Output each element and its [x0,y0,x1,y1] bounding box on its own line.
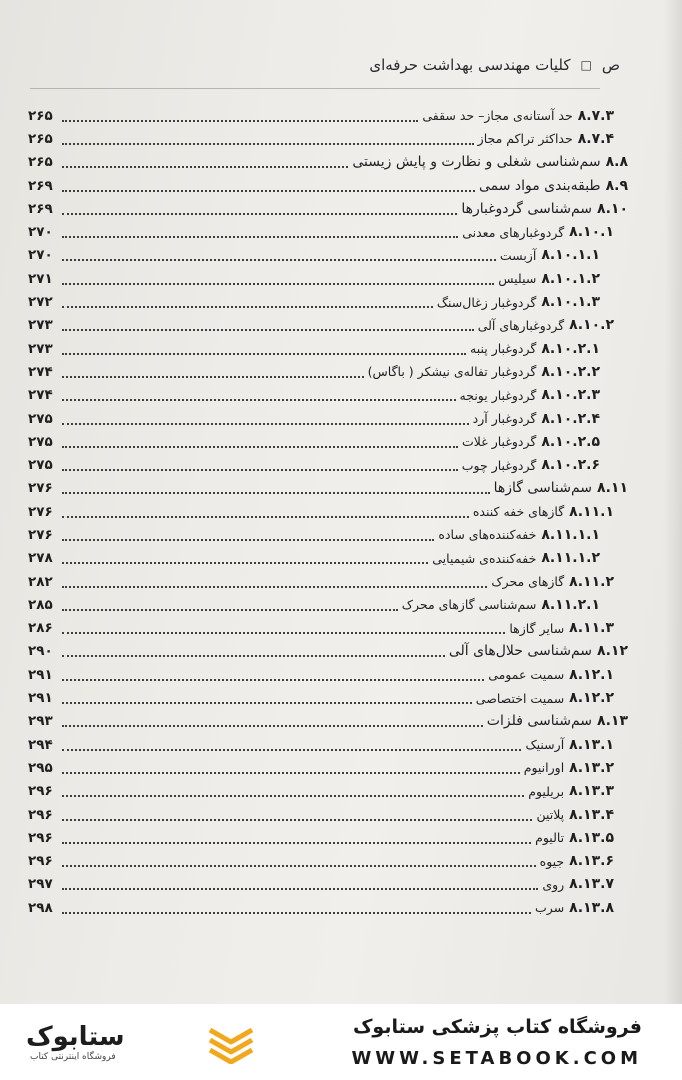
toc-page-number: ۲۷۶ [28,526,53,543]
toc-page-number: ۲۷۴ [28,363,53,380]
store-logo [26,1018,266,1070]
toc-section-number: ۸.۷.۳ [577,107,614,124]
toc-entry [28,174,628,197]
toc-entry [28,290,628,313]
toc-section-number: ۸.۷.۴ [577,130,614,147]
toc-section-number: ۸.۱۰.۲.۵ [541,433,600,450]
toc-page-number: ۲۹۶ [28,783,53,800]
toc-page-number: ۲۷۵ [28,433,53,450]
toc-page-number: ۲۷۰ [28,224,53,241]
toc-section-title: سم‌شناسی فلزات [486,713,593,730]
toc-page-number: ۲۶۹ [28,200,53,217]
toc-entry [28,151,628,174]
toc-section-number: ۸.۱۳.۲ [569,759,614,776]
toc-page-number: ۲۷۳ [28,340,53,357]
toc-section-title: گردوغبار چوب [461,457,537,473]
book-stack-icon [206,1022,256,1064]
toc-page-number: ۲۹۷ [28,876,53,893]
toc-entry [28,407,628,430]
toc-page-number: ۲۹۱ [28,666,53,683]
toc-page-number: ۲۹۴ [28,736,53,753]
toc-page-number: ۲۶۹ [28,177,53,194]
toc-page-number: ۲۸۵ [28,596,53,613]
toc-leader-dots [62,491,490,494]
toc-section-number: ۸.۸ [605,154,628,171]
toc-section-title: سمیت عمومی [488,667,565,683]
toc-section-number: ۸.۱۳.۱ [569,736,614,753]
toc-section-title: گردوغبار غلات [461,434,537,450]
toc-leader-dots [62,818,532,821]
toc-leader-dots [62,794,524,797]
toc-page-number: ۲۶۵ [28,107,53,124]
toc-section-title: آرسنیک [525,737,565,753]
toc-page-number: ۲۸۶ [28,620,53,637]
toc-leader-dots [62,841,531,844]
toc-page-number: ۲۹۳ [28,713,53,730]
toc-page-number: ۲۷۵ [28,457,53,474]
toc-leader-dots [62,468,458,471]
toc-entry [28,733,628,756]
toc-leader-dots [62,398,456,401]
toc-section-title: حد آستانه‌ی مجاز– حد سقفی [422,108,573,124]
toc-entry [28,314,628,337]
toc-entry [28,477,628,500]
logo-wordmark: ستابوک [26,1022,125,1052]
toc-entry [28,360,628,383]
toc-entry [28,850,628,873]
watermark-footer [0,1004,682,1080]
toc-entry [28,593,628,616]
toc-page-number: ۲۹۶ [28,806,53,823]
toc-section-number: ۸.۱۱.۱.۲ [541,550,600,567]
toc-section-number: ۸.۱۰.۲.۲ [541,363,600,380]
header-page-letter: ص [601,56,620,74]
toc-section-title: طبقه‌بندی مواد سمی [478,177,601,194]
toc-page-number: ۲۷۰ [28,247,53,264]
toc-entry [28,523,628,546]
toc-page-number: ۲۷۶ [28,480,53,497]
toc-section-number: ۸.۱۳ [597,713,628,730]
toc-section-number: ۸.۱۰.۱.۳ [541,294,600,311]
toc-page-number: ۲۹۵ [28,759,53,776]
toc-leader-dots [62,305,433,308]
toc-leader-dots [62,538,434,541]
toc-section-number: ۸.۱۰.۲.۶ [541,457,600,474]
toc-section-title: سایر گازها [509,620,565,636]
toc-entry [28,337,628,360]
toc-section-title: سم‌شناسی گازهای محرک [401,597,537,613]
toc-leader-dots [62,258,496,261]
toc-section-title: سم‌شناسی شغلی و نظارت و پایش زیستی [352,154,601,171]
toc-leader-dots [62,654,445,657]
toc-section-number: ۸.۱۱.۲.۱ [541,596,600,613]
toc-entry [28,104,628,127]
toc-section-title: سم‌شناسی گردوغبارها [461,200,593,217]
toc-entry [28,663,628,686]
toc-leader-dots [62,328,474,331]
toc-section-number: ۸.۱۳.۵ [569,829,614,846]
toc-section-number: ۸.۱۰.۲.۱ [541,340,600,357]
toc-page-number: ۲۷۲ [28,294,53,311]
toc-leader-dots [62,282,494,285]
toc-leader-dots [62,561,428,564]
toc-entry [28,640,628,663]
toc-section-title: گردوغبار آرد [472,411,537,426]
toc-section-title: سم‌شناسی گازها [493,480,593,497]
toc-leader-dots [62,864,536,867]
toc-leader-dots [62,212,457,215]
toc-section-title: حداکثر تراکم مجاز [477,131,573,147]
toc-entry [28,686,628,709]
toc-entry [28,384,628,407]
toc-section-number: ۸.۱۳.۴ [569,806,614,823]
toc-section-number: ۸.۱۰ [597,200,628,217]
toc-section-number: ۸.۱۳.۶ [569,853,614,870]
toc-section-number: ۸.۱۳.۸ [569,899,614,916]
toc-page-number: ۲۷۶ [28,503,53,520]
toc-section-title: خفه‌کننده‌ی شیمیایی [432,550,537,566]
toc-section-number: ۸.۱۰.۱.۱ [541,247,600,264]
toc-section-number: ۸.۱۱.۲ [569,573,614,590]
toc-section-title: اورانیوم [523,760,565,776]
header-separator-icon: □ [580,58,592,72]
toc-section-number: ۸.۱۱.۱.۱ [541,526,600,543]
toc-leader-dots [62,631,505,634]
toc-leader-dots [62,422,469,425]
toc-section-title: خفه‌کننده‌های ساده [438,527,537,543]
toc-entry [28,896,628,919]
toc-section-title: گردوغبار زغال‌سنگ [436,294,537,310]
toc-section-title: سمیت اختصاصی [475,690,565,706]
toc-section-number: ۸.۹ [605,177,628,194]
toc-section-number: ۸.۱۱ [597,480,628,497]
toc-entry [28,430,628,453]
toc-leader-dots [62,887,538,890]
toc-page-number: ۲۹۶ [28,829,53,846]
toc-page-number: ۲۷۱ [28,270,53,287]
toc-section-number: ۸.۱۲.۲ [569,690,614,707]
toc-entry [28,617,628,640]
header-title: کلیات مهندسی بهداشت حرفه‌ای [369,56,571,74]
toc-leader-dots [62,445,458,448]
toc-section-number: ۸.۱۱.۱ [569,503,614,520]
toc-section-number: ۸.۱۰.۲ [569,317,614,334]
toc-entry [28,127,628,150]
toc-page-number: ۲۹۱ [28,690,53,707]
toc-leader-dots [62,352,466,355]
toc-entry [28,756,628,779]
toc-section-title: گردوغبارهای معدنی [462,224,565,240]
toc-entry [28,244,628,267]
toc-page-number: ۲۷۴ [28,387,53,404]
toc-entry [28,873,628,896]
logo-subtitle: فروشگاه اینترنتی کتاب [30,1052,116,1062]
store-name: فروشگاه کتاب پزشکی ستابوک [352,1016,642,1038]
toc-page-number: ۲۶۵ [28,130,53,147]
toc-page-number: ۲۷۳ [28,317,53,334]
toc-entry [28,267,628,290]
toc-entry [28,547,628,570]
toc-section-title: آزبست [499,247,537,263]
toc-entry [28,826,628,849]
toc-section-title: سرب [535,900,565,916]
toc-leader-dots [62,142,474,145]
table-of-contents [28,104,628,919]
toc-page-number: ۲۷۵ [28,410,53,427]
toc-leader-dots [62,911,531,914]
toc-section-title: گازهای محرک [491,574,565,590]
toc-entry [28,500,628,523]
store-url: WWW.SETABOOK.COM [351,1048,642,1069]
toc-section-title: سیلیس [498,271,537,287]
toc-leader-dots [62,515,469,518]
toc-entry [28,220,628,243]
toc-leader-dots [62,189,475,192]
toc-section-title: تالیوم [535,830,565,846]
toc-section-title: گردوغبار پنبه [470,341,537,357]
toc-leader-dots [62,724,483,727]
header-rule [30,88,600,89]
toc-entry [28,570,628,593]
toc-section-title: جیوه [539,853,565,869]
toc-leader-dots [62,119,418,122]
toc-section-number: ۸.۱۰.۱ [569,224,614,241]
toc-section-number: ۸.۱۳.۳ [569,783,614,800]
toc-section-number: ۸.۱۰.۱.۲ [541,270,600,287]
toc-page-number: ۲۷۸ [28,550,53,567]
toc-section-title: گردوغبار یونجه [459,387,537,403]
toc-leader-dots [62,235,458,238]
toc-page-number: ۲۹۶ [28,853,53,870]
toc-section-title: گازهای خفه کننده [472,504,565,520]
toc-entry [28,710,628,733]
toc-leader-dots [62,165,348,168]
toc-leader-dots [62,585,487,588]
toc-section-number: ۸.۱۱.۳ [569,620,614,637]
toc-section-number: ۸.۱۲ [597,643,628,660]
toc-leader-dots [62,608,398,611]
toc-section-number: ۸.۱۲.۱ [569,666,614,683]
toc-entry [28,197,628,220]
toc-leader-dots [62,375,364,378]
toc-entry [28,803,628,826]
toc-section-number: ۸.۱۰.۲.۴ [541,410,600,427]
toc-entry [28,780,628,803]
toc-leader-dots [62,678,484,681]
toc-section-title: روی [542,876,565,892]
toc-section-number: ۸.۱۰.۲.۳ [541,387,600,404]
toc-page-number: ۲۹۸ [28,899,53,916]
toc-leader-dots [62,701,472,704]
toc-entry [28,453,628,476]
toc-section-title: گردوغبار تفاله‌ی نیشکر ( باگاس) [367,364,537,380]
toc-page-number: ۲۸۲ [28,573,53,590]
toc-page-number: ۲۹۰ [28,643,53,660]
toc-section-title: گردوغبارهای آلی [477,317,565,333]
toc-section-title: سم‌شناسی حلال‌های آلی [448,643,593,660]
toc-leader-dots [62,771,520,774]
toc-section-title: پلاتین [536,807,565,823]
toc-section-number: ۸.۱۳.۷ [569,876,614,893]
running-header [60,52,620,78]
toc-page-number: ۲۶۵ [28,154,53,171]
toc-section-title: بریلیوم [528,783,565,799]
toc-leader-dots [62,748,521,751]
